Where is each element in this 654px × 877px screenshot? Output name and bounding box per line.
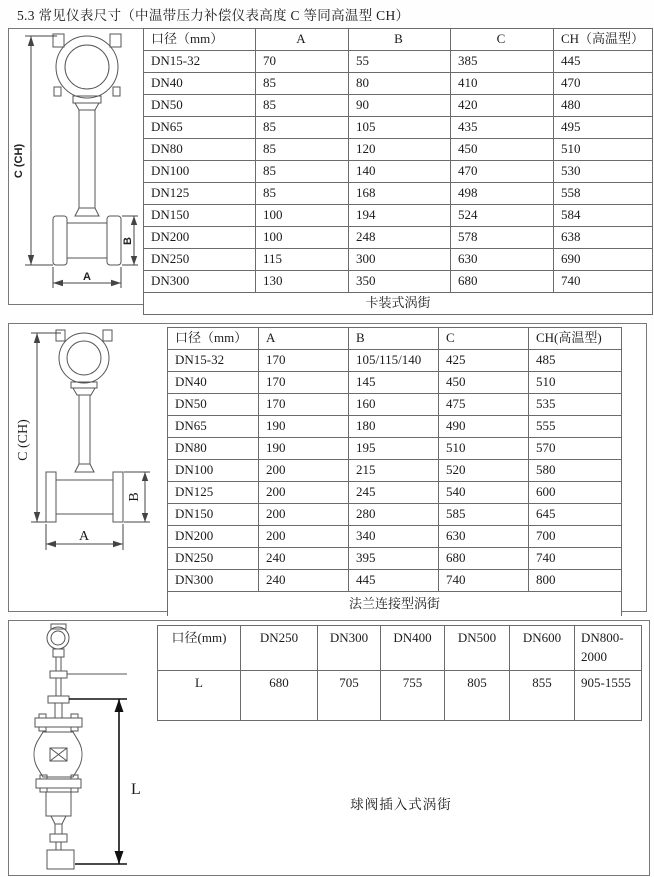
table-cell: 420: [451, 95, 554, 117]
table-cell: DN15-32: [168, 350, 259, 372]
column-header: B: [349, 29, 451, 51]
table-cell: 70: [256, 51, 349, 73]
table-cell: 600: [529, 482, 622, 504]
table-row: [168, 394, 622, 416]
section-clamp-type: [8, 28, 652, 311]
dimension-label-body: B: [122, 237, 134, 245]
table-cell: DN200: [144, 227, 256, 249]
table-cell: 905-1555: [575, 671, 642, 721]
table-row: [168, 416, 622, 438]
table-cell: 190: [259, 416, 349, 438]
table-cell: 194: [349, 205, 451, 227]
table-cell: DN150: [168, 504, 259, 526]
table-cell: 85: [256, 183, 349, 205]
table-cell: 160: [349, 394, 439, 416]
table-cell: 350: [349, 271, 451, 293]
table-footer-caption: 卡装式涡街: [144, 293, 653, 315]
table-cell: 80: [349, 73, 451, 95]
table-cell: 700: [529, 526, 622, 548]
dimension-lines: [69, 699, 127, 864]
table-cell: 520: [439, 460, 529, 482]
table-cell: 445: [554, 51, 653, 73]
flowmeter-outline: [53, 34, 121, 265]
table-cell: 855: [510, 671, 575, 721]
column-header: C: [451, 29, 554, 51]
table-row: [144, 117, 653, 139]
table-cell: 120: [349, 139, 451, 161]
table-cell: 200: [259, 460, 349, 482]
dimension-label-width: A: [78, 529, 90, 544]
dimension-label-height: C (CH): [16, 419, 31, 461]
table-cell: DN65: [168, 416, 259, 438]
table-cell: 170: [259, 372, 349, 394]
table-cell: 524: [451, 205, 554, 227]
table-cell: 510: [554, 139, 653, 161]
table-cell: 450: [451, 139, 554, 161]
table-row: [168, 460, 622, 482]
table-row: [144, 271, 653, 293]
section-insertion-type: [8, 620, 650, 876]
table-cell: L: [158, 671, 241, 721]
column-header: 口径（mm）: [168, 328, 259, 350]
table-header-row: [144, 29, 653, 51]
table-cell: DN300: [168, 570, 259, 592]
table-row: [144, 227, 653, 249]
table-footer-row: [144, 293, 653, 315]
table-cell: 85: [256, 95, 349, 117]
table-cell: 55: [349, 51, 451, 73]
table-cell: 690: [554, 249, 653, 271]
table-row: [144, 205, 653, 227]
table-cell: 200: [259, 504, 349, 526]
table-row: [144, 249, 653, 271]
table-footer-caption: 法兰连接型涡街: [168, 592, 622, 617]
column-header: B: [349, 328, 439, 350]
table-cell: 115: [256, 249, 349, 271]
table-cell: 558: [554, 183, 653, 205]
table-cell: 170: [259, 394, 349, 416]
table-cell: 580: [529, 460, 622, 482]
insertion-dimension-table: [157, 625, 642, 721]
table-row: [144, 183, 653, 205]
table-cell: DN100: [168, 460, 259, 482]
flowmeter-outline: [34, 624, 127, 869]
table-row: [168, 482, 622, 504]
insertion-vortex-flowmeter-diagram: [9, 621, 155, 873]
table-cell: 130: [256, 271, 349, 293]
column-header: DN300: [318, 626, 381, 671]
table-cell: DN40: [168, 372, 259, 394]
table-header-row: [168, 328, 622, 350]
table-row: [144, 51, 653, 73]
table-cell: 470: [554, 73, 653, 95]
table-cell: 340: [349, 526, 439, 548]
table-cell: 535: [529, 394, 622, 416]
table-footer-row: [168, 592, 622, 617]
table-cell: DN40: [144, 73, 256, 95]
table-cell: 85: [256, 139, 349, 161]
table-cell: DN15-32: [144, 51, 256, 73]
table-cell: 140: [349, 161, 451, 183]
table-cell: DN100: [144, 161, 256, 183]
column-header: DN400: [381, 626, 445, 671]
column-header: C: [439, 328, 529, 350]
table-cell: 530: [554, 161, 653, 183]
table-cell: DN200: [168, 526, 259, 548]
column-header: A: [256, 29, 349, 51]
table-cell: 240: [259, 570, 349, 592]
table-cell: 800: [529, 570, 622, 592]
dimension-label-body: B: [127, 492, 142, 502]
table-row: [144, 73, 653, 95]
table-cell: 410: [451, 73, 554, 95]
table-cell: 630: [451, 249, 554, 271]
table-cell: 680: [439, 548, 529, 570]
table-cell: 480: [554, 95, 653, 117]
table-row: [144, 161, 653, 183]
flange-vortex-flowmeter-diagram: [9, 324, 165, 609]
table-cell: 805: [445, 671, 510, 721]
table-cell: 425: [439, 350, 529, 372]
section-caption: 球阀插入式涡街: [350, 797, 452, 812]
table-cell: 510: [439, 438, 529, 460]
table-cell: 498: [451, 183, 554, 205]
table-cell: 470: [451, 161, 554, 183]
table-cell: 578: [451, 227, 554, 249]
table-row: [144, 95, 653, 117]
table-cell: 395: [349, 548, 439, 570]
table-cell: 85: [256, 161, 349, 183]
table-cell: 248: [349, 227, 451, 249]
table-cell: 740: [554, 271, 653, 293]
table-cell: 240: [259, 548, 349, 570]
table-cell: 450: [439, 372, 529, 394]
table-row: [168, 548, 622, 570]
table-cell: 705: [318, 671, 381, 721]
table-cell: 105/115/140: [349, 350, 439, 372]
column-header: DN250: [241, 626, 318, 671]
dimension-label-height: C (CH): [13, 143, 25, 179]
table-cell: 100: [256, 227, 349, 249]
table-cell: 584: [554, 205, 653, 227]
column-header: CH(高温型): [529, 328, 622, 350]
table-cell: 100: [256, 205, 349, 227]
dimension-label-width: A: [83, 271, 91, 283]
table-cell: 105: [349, 117, 451, 139]
table-cell: 190: [259, 438, 349, 460]
table-cell: 180: [349, 416, 439, 438]
table-cell: 85: [256, 117, 349, 139]
page-title: 5.3 常见仪表尺寸（中温带压力补偿仪表高度 C 等同高温型 CH）: [17, 8, 410, 23]
table-row: [168, 570, 622, 592]
table-cell: DN150: [144, 205, 256, 227]
table-cell: 555: [529, 416, 622, 438]
table-cell: 680: [241, 671, 318, 721]
table-cell: 510: [529, 372, 622, 394]
table-cell: 630: [439, 526, 529, 548]
column-header: 口径(mm): [158, 626, 241, 671]
table-row: [168, 504, 622, 526]
table-cell: 445: [349, 570, 439, 592]
table-cell: 215: [349, 460, 439, 482]
table-row: [144, 139, 653, 161]
column-header: DN600: [510, 626, 575, 671]
table-cell: 485: [529, 350, 622, 372]
table-cell: 680: [451, 271, 554, 293]
table-cell: 90: [349, 95, 451, 117]
table-row: [168, 372, 622, 394]
table-cell: DN50: [144, 95, 256, 117]
table-row: [168, 438, 622, 460]
column-header: A: [259, 328, 349, 350]
table-cell: 195: [349, 438, 439, 460]
table-cell: 170: [259, 350, 349, 372]
table-cell: 570: [529, 438, 622, 460]
table-cell: 435: [451, 117, 554, 139]
table-cell: 385: [451, 51, 554, 73]
table-cell: 755: [381, 671, 445, 721]
table-cell: 585: [439, 504, 529, 526]
column-header: DN500: [445, 626, 510, 671]
flange-dimension-table: [167, 327, 622, 616]
table-cell: 740: [439, 570, 529, 592]
table-cell: 145: [349, 372, 439, 394]
table-cell: 490: [439, 416, 529, 438]
table-row: [168, 350, 622, 372]
section-flange-type: [8, 323, 647, 612]
table-cell: 168: [349, 183, 451, 205]
table-cell: 638: [554, 227, 653, 249]
column-header: DN800-2000: [575, 626, 642, 671]
table-cell: DN250: [144, 249, 256, 271]
table-cell: DN80: [168, 438, 259, 460]
wafer-dimension-table: [143, 28, 653, 315]
table-cell: DN80: [144, 139, 256, 161]
table-cell: 495: [554, 117, 653, 139]
table-row: [168, 526, 622, 548]
table-cell: 280: [349, 504, 439, 526]
table-cell: 645: [529, 504, 622, 526]
table-row: [158, 671, 642, 721]
table-cell: DN125: [168, 482, 259, 504]
table-cell: DN125: [144, 183, 256, 205]
table-cell: 740: [529, 548, 622, 570]
table-cell: 85: [256, 73, 349, 95]
wafer-vortex-flowmeter-diagram: [9, 29, 142, 302]
table-cell: 540: [439, 482, 529, 504]
table-header-row: [158, 626, 642, 671]
table-cell: 200: [259, 526, 349, 548]
dimension-label-length: L: [131, 781, 141, 798]
table-cell: DN65: [144, 117, 256, 139]
table-cell: 300: [349, 249, 451, 271]
table-cell: DN250: [168, 548, 259, 570]
table-cell: 245: [349, 482, 439, 504]
table-cell: DN50: [168, 394, 259, 416]
flowmeter-outline: [46, 330, 123, 522]
table-cell: DN300: [144, 271, 256, 293]
table-cell: 200: [259, 482, 349, 504]
column-header: 口径（mm）: [144, 29, 256, 51]
column-header: CH（高温型）: [554, 29, 653, 51]
table-cell: 475: [439, 394, 529, 416]
